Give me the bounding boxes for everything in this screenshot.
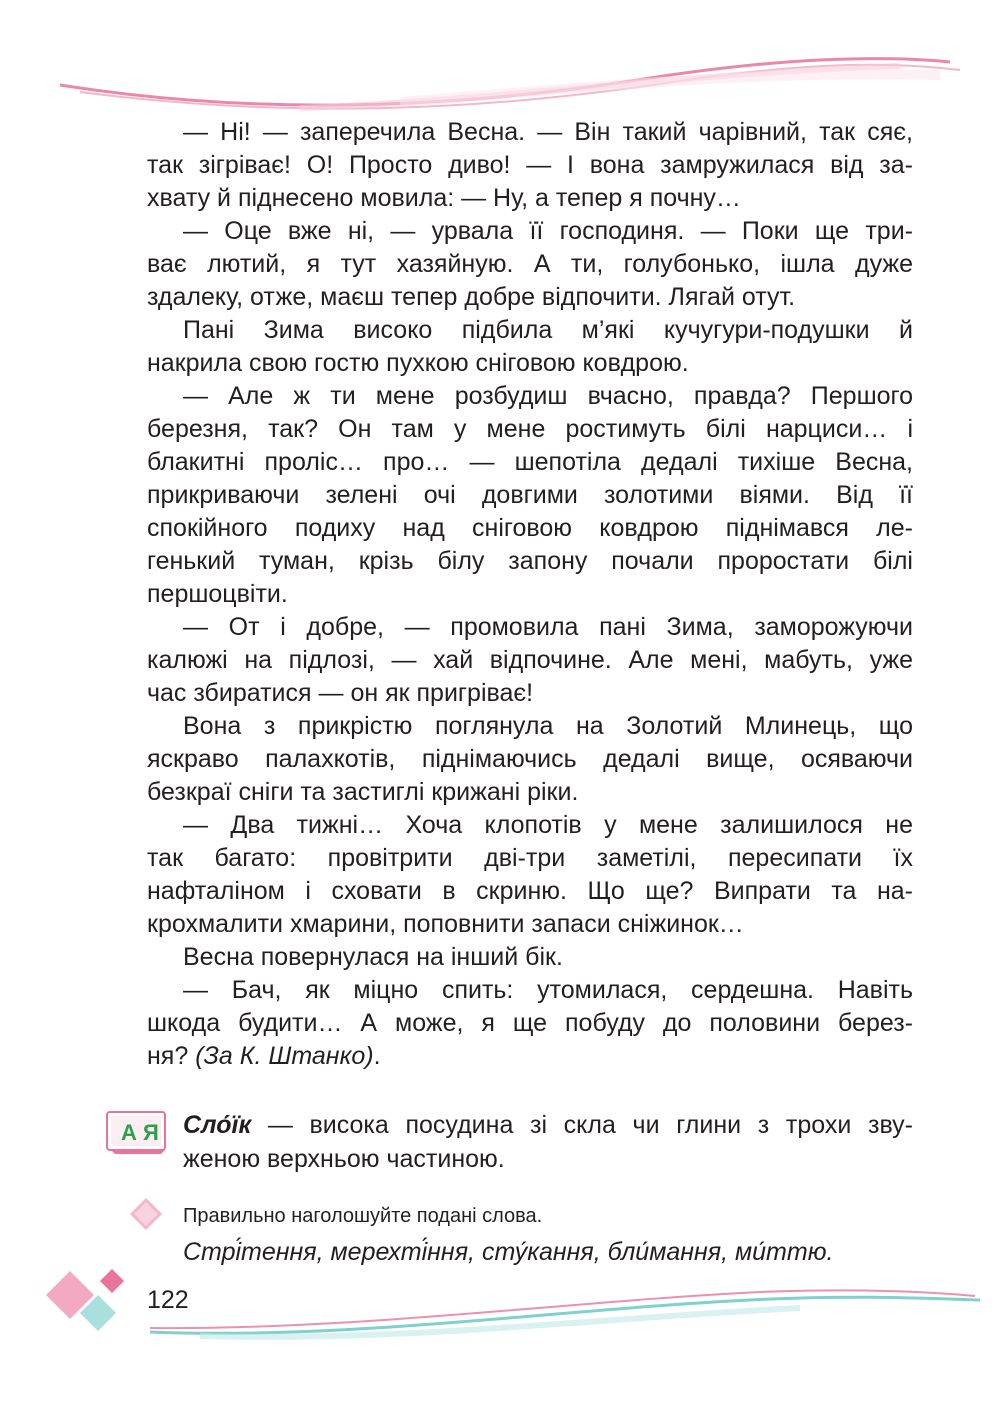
story-line: шкода будити… А може, я ще побуду до половини берез- — [147, 1009, 913, 1037]
story-line: березня, так? Он там у мене ростимуть білі нарциси… і — [147, 415, 913, 443]
story-line: — Але ж ти мене розбудиш вчасно, правда? Першого — [183, 382, 913, 410]
task-instruction: Правильно наголошуйте подані слова. — [183, 1205, 543, 1227]
top-wave-decoration — [0, 0, 992, 130]
story-line: накрила свою гостю пухкою сніговою ковдрою. — [147, 349, 689, 377]
story-line: так зігріває! О! Просто диво! — І вона замружилася від за- — [147, 151, 913, 179]
story-line: так багато: провітрити дві-три заметілі, пересипати їх — [147, 844, 913, 872]
story-line: крохмалити хмарини, поповнити запаси сніжинок… — [147, 910, 744, 938]
story-line: калюжі на підлозі, — хай відпочине. Але мені, мабуть, уже — [147, 646, 913, 674]
story-line: хвату й піднесено мовила: — Ну, а тепер я почну… — [147, 184, 741, 212]
vocab-note — [183, 1108, 913, 1176]
story-final-text: ня? — [147, 1042, 196, 1070]
story-line: — От і добре, — промовила пані Зима, заморожуючи — [183, 613, 913, 641]
story-line: — Оце вже ні, — урвала її господиня. — Поки ще три- — [183, 217, 913, 245]
story-line: першоцвіти. — [147, 580, 288, 608]
story-source: (За К. Штанко) — [195, 1042, 374, 1070]
story-line: час збиратися — он як пригріває! — [147, 679, 534, 707]
vocab-term: Сло́їк — [183, 1111, 252, 1139]
story-line: спокійного подиху над сніговою ковдрою піднімався ле- — [147, 514, 913, 542]
page-number: 122 — [147, 1286, 189, 1314]
diamond-icon — [128, 1196, 164, 1232]
story-line: Пані Зима високо підбила м’які кучугури-подушки й — [183, 316, 913, 344]
svg-text:А: А — [121, 1120, 137, 1145]
story-line: Весна повернулася на інший бік. — [183, 943, 563, 971]
story-line: яскраво палахкотів, піднімаючись дедалі вище, осяваючи — [147, 745, 913, 773]
svg-text:Я: Я — [143, 1120, 159, 1145]
story-line: прикриваючи зелені очі довгими золотими віями. Від її — [147, 481, 913, 509]
story-line: Вона з прикрістю поглянула на Золотий Млинець, що — [183, 712, 913, 740]
story-text — [147, 116, 913, 1073]
vocab-definition-continued: женою верхньою частиною. — [183, 1145, 505, 1173]
story-line: здалеку, отже, маєш тепер добре відпочити. Лягай отут. — [147, 283, 796, 311]
story-line: ває лютий, я тут хазяйную. А ти, голубонько, ішла дуже — [147, 250, 913, 278]
story-line: нафталіном і сховати в скриню. Що ще? Випрати та на- — [147, 877, 913, 905]
story-source-tail: . — [373, 1042, 381, 1070]
story-line: — Два тижні… Хоча клопотів у мене залишилося не — [183, 811, 913, 839]
story-line: генький туман, крізь білу запону почали проростати білі — [147, 547, 913, 575]
dictionary-icon — [105, 1108, 171, 1154]
corner-diamonds-decoration — [40, 1265, 140, 1345]
story-final-line — [147, 1040, 913, 1073]
vocab-definition: — висока посудина зі скла чи глини з трохи зву- — [251, 1111, 913, 1139]
story-line: блакитні проліс… про… — шепотіла дедалі тихіше Весна, — [147, 448, 913, 476]
story-line: — Ні! — заперечила Весна. — Він такий чарівний, так сяє, — [183, 118, 913, 146]
task-words: Стрі́тення, мерехті́ння, сту́кання, бли́мання, ми́ттю. — [183, 1238, 834, 1266]
story-line: безкраї сніги та застиглі крижані ріки. — [147, 778, 579, 806]
story-line: — Бач, як міцно спить: утомилася, сердешна. Навіть — [183, 976, 913, 1004]
